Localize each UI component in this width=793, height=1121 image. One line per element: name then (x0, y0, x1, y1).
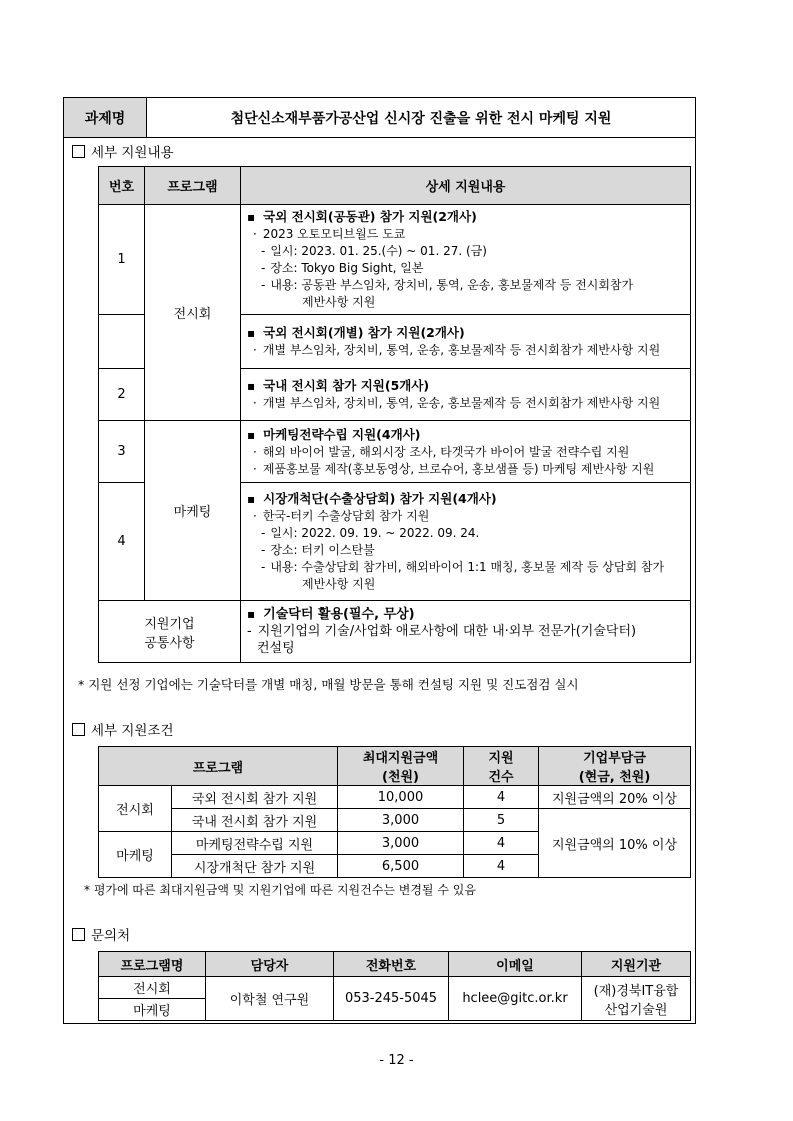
condition-amount: 6,500 (338, 855, 464, 878)
header-count: 지원 건수 (464, 747, 539, 786)
detail-cell: ▪ 마케팅전략수립 지원(4개사) · 해외 바이어 발굴, 해외시장 조사, 타겟국가 바이어 발굴 전략수립 지원 · 제품홍보물 제작(홍보동영상, 브로슈어, 홍보샘플 등) 마케팅 제반사항 지원 (241, 421, 691, 483)
program-marketing: 마케팅 (145, 421, 241, 601)
contact-program: 전시회 (99, 977, 206, 999)
group-marketing: 마케팅 (99, 832, 172, 878)
condition-program: 시장개척단 참가 지원 (172, 855, 338, 878)
contact-org: (재)경북IT융합 산업기술원 (582, 977, 691, 1021)
contact-person: 이학철 연구원 (206, 977, 334, 1021)
condition-count: 5 (464, 809, 539, 832)
document-frame (63, 97, 696, 1024)
condition-share: 지원금액의 20% 이상 (539, 786, 691, 809)
condition-count: 4 (464, 786, 539, 809)
group-exhibition: 전시회 (99, 786, 172, 832)
header-program: 프로그램 (99, 747, 338, 786)
condition-program: 국외 전시회 참가 지원 (172, 786, 338, 809)
section-heading-conditions: 세부 지원조건 (72, 719, 174, 739)
condition-amount: 3,000 (338, 809, 464, 832)
header-email: 이메일 (449, 952, 582, 977)
section-heading-contact: 문의처 (72, 924, 130, 944)
row-no: 4 (99, 483, 145, 601)
condition-count: 4 (464, 855, 539, 878)
condition-program: 국내 전시회 참가 지원 (172, 809, 338, 832)
condition-program: 마케팅전략수립 지원 (172, 832, 338, 855)
detail-cell: ▪ 국내 전시회 참가 지원(5개사) · 개별 부스임차, 장치비, 통역, 운송, 홍보물제작 등 전시회참가 제반사항 지원 (241, 369, 691, 421)
header-no: 번호 (99, 167, 145, 205)
title-value: 첨단신소재부품가공산업 신시장 진출을 위한 전시 마케팅 지원 (147, 98, 696, 138)
header-phone: 전화번호 (334, 952, 449, 977)
contact-phone: 053-245-5045 (334, 977, 449, 1021)
checkbox-icon (72, 145, 85, 158)
header-program: 프로그램 (145, 167, 241, 205)
footnote-1: * 지원 선정 기업에는 기술닥터를 개별 매칭, 매월 방문을 통해 컨설팅 지원 및 진도점검 실시 (78, 677, 579, 692)
condition-count: 4 (464, 832, 539, 855)
support-conditions-table (98, 746, 691, 878)
header-max-amount: 최대지원금액 (천원) (338, 747, 464, 786)
row-no: 2 (99, 369, 145, 421)
title-table (64, 98, 695, 138)
contact-table (98, 951, 691, 1021)
condition-amount: 10,000 (338, 786, 464, 809)
detail-cell: ▪ 국외 전시회(개별) 참가 지원(2개사) · 개별 부스임차, 장치비, 통역, 운송, 홍보물제작 등 전시회참가 제반사항 지원 (241, 315, 691, 369)
checkbox-icon (72, 928, 85, 941)
detail-cell: ▪ 국외 전시회(공동관) 참가 지원(2개사) · 2023 오토모티브월드 도쿄 - 일시: 2023. 01. 25.(수) ~ 01. 27. (금) - 장소: Tokyo Big Sight, 일본 - 내용: 공동관 부스임차, 장치비, 통역, 운송, 홍보물제작 등 전시회참가 제반사항 지원 (241, 205, 691, 315)
section-heading-details: 세부 지원내용 (72, 141, 174, 161)
support-details-table (98, 166, 691, 663)
detail-cell: ▪ 시장개척단(수출상담회) 참가 지원(4개사) · 한국-터키 수출상담회 참가 지원 - 일시: 2022. 09. 19. ~ 2022. 09. 24. - 장소: 터키 이스탄불 - 내용: 수출상담회 참가비, 해외바이어 1:1 매칭, 홍보물 제작 등 상담회 참가 제반사항 지원 (241, 483, 691, 601)
header-detail: 상세 지원내용 (241, 167, 691, 205)
contact-email[interactable]: hclee@gitc.or.kr (449, 977, 582, 1021)
row-no: 1 (99, 205, 145, 315)
header-share: 기업부담금 (현금, 천원) (539, 747, 691, 786)
contact-program: 마케팅 (99, 999, 206, 1021)
header-program-name: 프로그램명 (99, 952, 206, 977)
header-contact: 담당자 (206, 952, 334, 977)
checkbox-icon (72, 723, 85, 736)
footnote-2: * 평가에 따른 최대지원금액 및 지원기업에 따른 지원건수는 변경될 수 있음 (84, 883, 476, 897)
common-label: 지원기업 공통사항 (99, 601, 241, 663)
title-label: 과제명 (64, 98, 147, 138)
header-org: 지원기관 (582, 952, 691, 977)
row-no: 3 (99, 421, 145, 483)
condition-amount: 3,000 (338, 832, 464, 855)
condition-share: 지원금액의 10% 이상 (539, 809, 691, 878)
common-detail: ▪ 기술닥터 활용(필수, 무상) - 지원기업의 기술/사업화 애로사항에 대한 내·외부 전문가(기술닥터) 컨설팅 (241, 601, 691, 663)
page-number: - 12 - (379, 1053, 414, 1068)
program-exhibition: 전시회 (145, 205, 241, 421)
